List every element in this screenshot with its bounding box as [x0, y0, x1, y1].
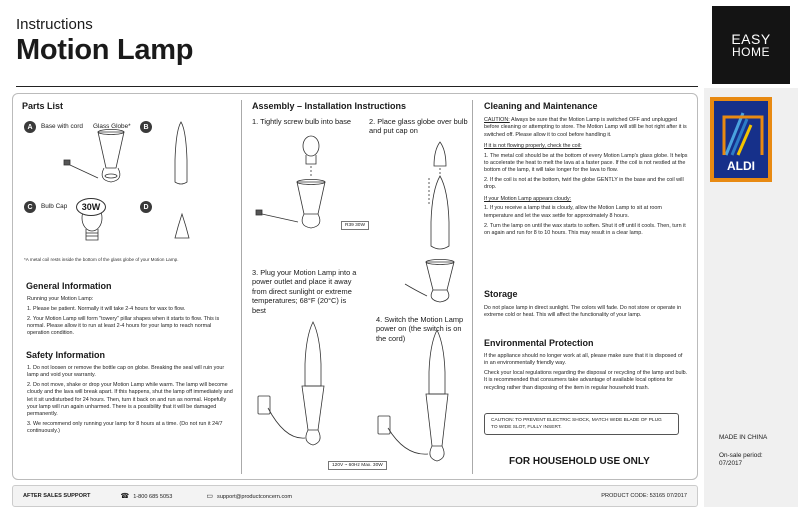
environment-text: [484, 353, 688, 394]
computer-icon: ▭: [206, 493, 214, 500]
column-divider-2: [472, 100, 473, 474]
safety-text: [27, 365, 237, 438]
general-intro: Running your Motion Lamp:: [27, 296, 94, 302]
safety-item-2: 2. Do not move, shake or drop your Motion Lamp while warm. The lamp will become cloudy and the lava will break apart. If this happens, shut the lamp off immediately and let it sit undisturbed for 24 hours. Then, turn it back on and run as normal. Hopefully your lamp will run again unharmed. There is a possibility that it will be damaged permanently.: [27, 382, 233, 418]
easy-home-logo: [712, 6, 790, 84]
coil-note: *A metal coil rests inside the bottom of the glass globe of your Motion Lamp.: [24, 257, 179, 262]
environment-para-2: Check your local regulations regarding the disposal or recycling of the lamp and bulb. It is recommended that consumers take advantage of available local options for recycling rather than disposing of the item in regular household trash.: [484, 370, 688, 391]
cleaning-caution-para: [484, 117, 688, 139]
on-sale-period: [719, 452, 763, 469]
safety-heading: Safety Information: [26, 350, 106, 360]
part-c-label: Bulb Cap: [41, 203, 68, 210]
part-b-marker: B: [140, 121, 152, 133]
part-c-marker: C: [24, 201, 36, 213]
cloudy-item-2: 2. Turn the lamp on until the wax starts to soften. Shut it off until it cools. Then, turn it on again and run for 8 to 10 hours. This may result in a clear lamp.: [484, 222, 686, 236]
general-info-text: [27, 296, 235, 340]
footer-email-address: support@productconcern.com: [217, 494, 293, 500]
not-flowing-item-2: 2. If the coil is not at the bottom, twirl the globe GENTLY in the base and the coil will drop.: [484, 177, 684, 191]
footer-phone-number: 1-800 685 5053: [133, 494, 173, 500]
plug-caution-line1: CAUTION: TO PREVENT ELECTRIC SHOCK, MATCH WIDE BLADE OF PLUG: [491, 418, 662, 423]
storage-heading: Storage: [484, 289, 518, 299]
safety-item-3: 3. We recommend only running your lamp for 8 hours at a time. (Do not run it 24/7 continuously.): [27, 421, 223, 435]
made-in-label: MADE IN CHINA: [719, 434, 768, 441]
part-b-label: Glass Globe*: [93, 123, 131, 130]
aldi-logo-field: [714, 101, 768, 178]
brand-line1: EASY: [731, 31, 771, 47]
after-sales-footer: [12, 485, 698, 507]
footer-email: [206, 492, 292, 500]
cleaning-caution: Always be sure that the Motion Lamp is switched OFF and unplugged before cleaning or attempting to store. The Motion Lamp will still be hot right after it is switched off. Please allow it to cool before handling it.: [484, 117, 687, 138]
not-flowing-heading: If it is not flowing properly, check the coil:: [484, 142, 582, 149]
caution-word: CAUTION:: [484, 117, 510, 123]
parts-list-heading: Parts List: [22, 101, 64, 111]
storage-text: Do not place lamp in direct sunlight. The colors will fade. Do not store or operate in extreme cold or heat. This will affect the functionality of your lamp.: [484, 305, 682, 319]
phone-icon: ☎: [120, 493, 130, 500]
footer-product-code: PRODUCT CODE: 53165 07/2017: [601, 493, 687, 499]
environment-para-1: If the appliance should no longer work at all, please make sure that it is disposed of in an environmentally friendly way.: [484, 353, 683, 367]
general-item-1: 1. Please be patient. Normally it will take 2-4 hours for wax to flow.: [27, 305, 186, 312]
part-a-label: Base with cord: [41, 123, 83, 130]
page-subtitle: Instructions: [16, 16, 93, 33]
aldi-logo: [710, 97, 772, 182]
not-flowing-item-1: 1. The metal coil should be at the bottom of every Motion Lamp's glass globe. It helps to accelerate the heat to melt the lava at a faster pace. If the coil is not nestled at the bottom of the lamp, it will take longer for the lava to flow.: [484, 152, 688, 174]
footer-title: AFTER SALES SUPPORT: [23, 493, 91, 499]
plug-caution-box: [484, 413, 679, 435]
bulb-wattage-badge: 30W: [76, 198, 106, 216]
cloudy-item-1: 1. If you receive a lamp that is cloudy, allow the Motion Lamp to sit at room temperature and let the wax settle for approximately 8 hours.: [484, 205, 662, 219]
bulb-spec-label: R39 30W: [341, 221, 369, 230]
plug-caution-line2: TO WIDE SLOT, FULLY INSERT.: [491, 425, 562, 431]
assembly-step-2: 2. Place glass globe over bulb and put cap on: [369, 117, 468, 136]
brand-line2: HOME: [732, 45, 770, 59]
general-info-heading: General Information: [26, 281, 112, 291]
part-a-marker: A: [24, 121, 36, 133]
footer-phone: [120, 492, 172, 500]
on-sale-date: 07/2017: [719, 460, 743, 468]
power-spec-label: 120V ~ 60Hz Max. 30W: [328, 461, 387, 470]
page-title: Motion Lamp: [16, 34, 194, 66]
cleaning-heading: Cleaning and Maintenance: [484, 101, 598, 111]
safety-item-1: 1. Do not loosen or remove the bottle cap on globe. Breaking the seal will ruin your lamp and void your warranty.: [27, 365, 225, 379]
cloudy-heading: If your Motion Lamp appears cloudy:: [484, 195, 572, 202]
general-item-2: 2. Your Motion Lamp will form "towery" pillar shapes when it starts to flow. This is normal. Please allow it to run at least 2-4 hours for your lamp to reach normal operation condition.: [27, 315, 220, 337]
assembly-step-4: 4. Switch the Motion Lamp power on (the switch is on the cord): [376, 315, 464, 343]
aldi-wordmark: ALDI: [727, 159, 755, 173]
header-rule: [16, 86, 698, 87]
assembly-step-1: 1. Tightly screw bulb into base: [252, 117, 352, 126]
assembly-heading: Assembly – Installation Instructions: [252, 101, 407, 111]
on-sale-label: On-sale period:: [719, 452, 763, 459]
aldi-stripes-icon: [714, 105, 772, 163]
cleaning-text: [484, 117, 688, 240]
column-divider-1: [241, 100, 242, 474]
assembly-step-3: 3. Plug your Motion Lamp into a power outlet and place it away from direct sunlight or extreme temperatures; 68°F (20°C) is best: [252, 268, 357, 315]
environment-heading: Environmental Protection: [484, 338, 594, 348]
part-d-marker: D: [140, 201, 152, 213]
household-use-notice: FOR HOUSEHOLD USE ONLY: [509, 456, 650, 467]
